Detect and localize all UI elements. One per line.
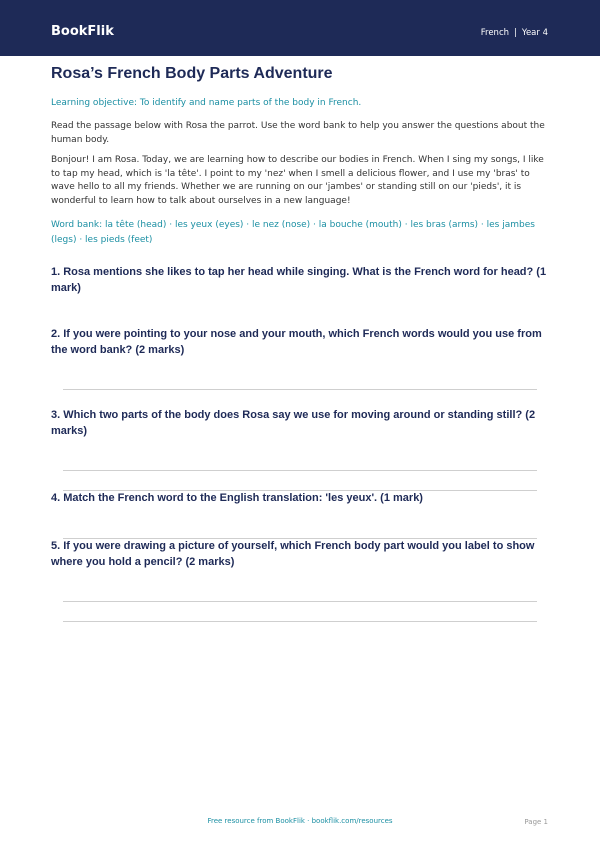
header-bar (0, 0, 600, 56)
answer-line[interactable] (63, 601, 537, 602)
footer-text: Free resource from BookFlik · bookflik.com/resources (207, 817, 393, 825)
page-title: Rosa’s French Body Parts Adventure (51, 65, 333, 82)
instructions-text: Read the passage below with Rosa the parrot. Use the word bank to help you answer the questions about the human body. (51, 121, 545, 145)
answer-line[interactable] (63, 470, 537, 471)
question-4: 4. Match the French word to the English translation: 'les yeux'. (1 mark) (51, 492, 423, 504)
word-bank: Word bank: la tête (head) · les yeux (eyes) · le nez (nose) · la bouche (mouth) · les bras (arms) · les jambes (legs) · les pieds (feet) (51, 220, 535, 245)
page-number: Page 1 (524, 818, 548, 826)
question-3: 3. Which two parts of the body does Rosa say we use for moving around or standing still? (2 marks) (51, 409, 536, 437)
worksheet-intro (51, 64, 548, 247)
subject-label: French (480, 28, 510, 38)
subject-year-label (481, 27, 548, 39)
question-5: 5. If you were drawing a picture of yourself, which French body part would you label to show where you hold a pencil? (2 marks) (51, 540, 535, 568)
answer-line[interactable] (63, 389, 537, 390)
year-label: Year 4 (521, 28, 548, 38)
question-2: 2. If you were pointing to your nose and your mouth, which French words would you use from the word bank? (2 marks) (51, 328, 542, 356)
learning-objective: Learning objective: To identify and name parts of the body in French. (51, 98, 362, 108)
passage-text: Bonjour! I am Rosa. Today, we are learning how to describe our bodies in French. When I sing my songs, I like to tap my head, which is 'la tête'. I point to my 'nez' when I smell a delicious flower, and I use my 'bras' to wave hello to all my friends. Whether we are running on our 'jambes' or standing still on our 'pieds', it is wonderful to learn how to talk about ourselves in a new language! (51, 155, 544, 206)
brand-logo: BookFlik (51, 24, 114, 39)
meta-separator: | (514, 28, 517, 38)
question-1: 1. Rosa mentions she likes to tap her head while singing. What is the French word for head? (1 mark) (51, 266, 547, 294)
answer-line[interactable] (63, 621, 537, 622)
